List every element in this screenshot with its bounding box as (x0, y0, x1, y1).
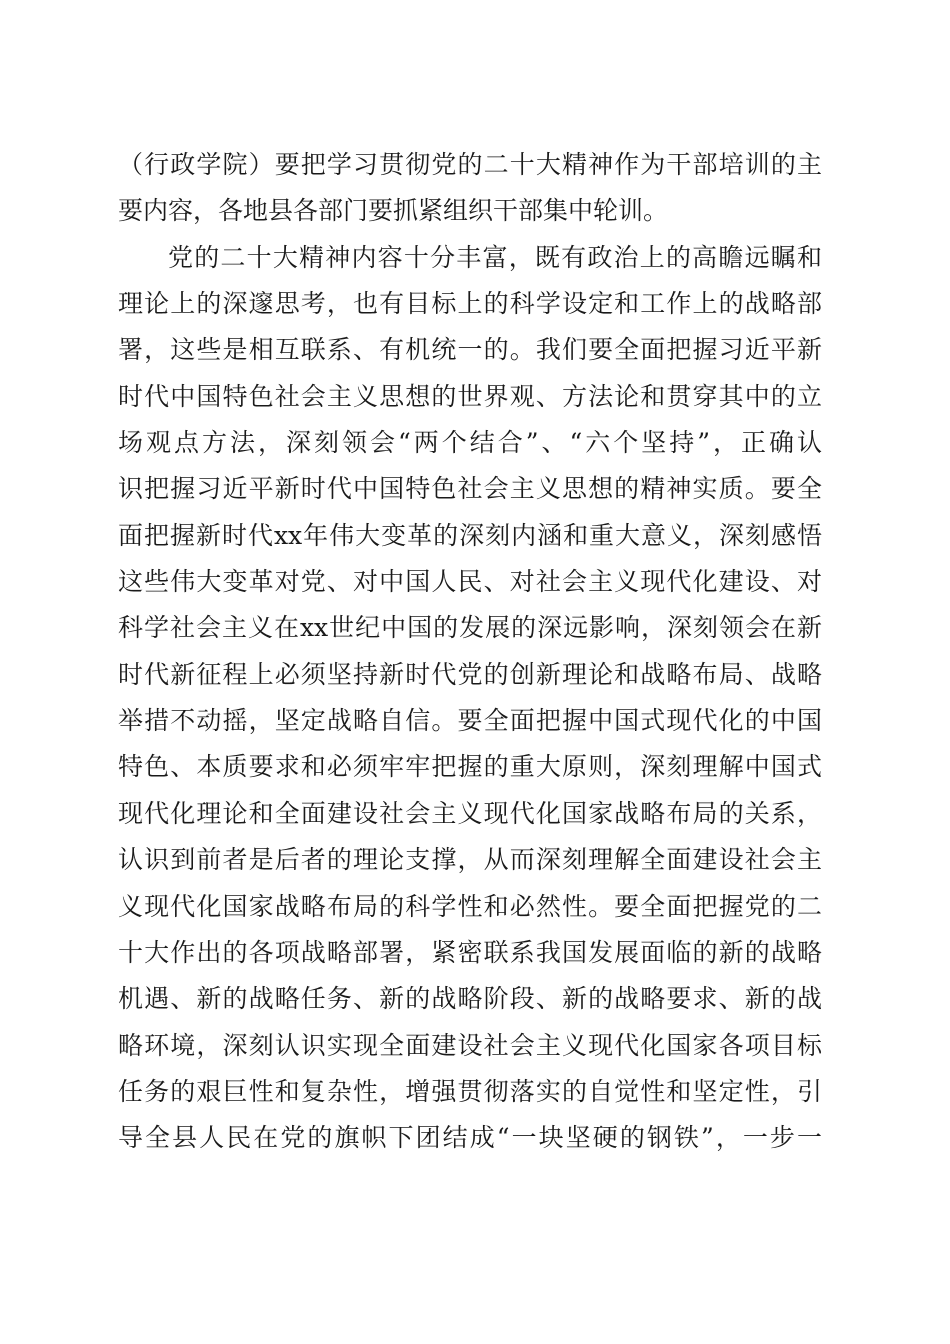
text-line: 现代化理论和全面建设社会主义现代化国家战略布局的关系， (118, 798, 822, 828)
text-line: 时代中国特色社会主义思想的世界观、方法论和贯穿其中的立 (118, 381, 822, 411)
text-line: 要内容，各地县各部门要抓紧组织干部集中轮训。 (118, 196, 669, 226)
text-line: 场观点方法，深刻领会“两个结合”、“六个坚持”，正确认 (118, 428, 822, 458)
text-line: 这些伟大变革对党、对中国人民、对社会主义现代化建设、对 (118, 567, 822, 597)
text-line: 十大作出的各项战略部署，紧密联系我国发展面临的新的战略 (118, 937, 822, 967)
text-line: 时代新征程上必须坚持新时代党的创新理论和战略布局、战略 (118, 659, 822, 689)
text-line: 认识到前者是后者的理论支撑，从而深刻理解全面建设社会主 (118, 845, 822, 875)
paragraph-2 (118, 235, 822, 1162)
text-line: （行政学院）要把学习贯彻党的二十大精神作为干部培训的主 (118, 150, 822, 179)
paragraph-1 (118, 142, 822, 235)
text-line: 举措不动摇，坚定战略自信。要全面把握中国式现代化的中国 (118, 706, 822, 736)
text-line: 署，这些是相互联系、有机统一的。我们要全面把握习近平新 (118, 335, 822, 365)
text-line: 义现代化国家战略布局的科学性和必然性。要全面把握党的二 (118, 891, 822, 921)
text-line: 科学社会主义在xx世纪中国的发展的深远影响，深刻领会在新 (118, 613, 822, 643)
text-line: 导全县人民在党的旗帜下团结成“一块坚硬的钢铁”，一步一 (118, 1123, 822, 1153)
document-body (118, 142, 822, 1162)
text-line: 理论上的深邃思考，也有目标上的科学设定和工作上的战略部 (118, 289, 822, 319)
text-line: 党的二十大精神内容十分丰富，既有政治上的高瞻远瞩和 (168, 242, 822, 272)
text-line: 识把握习近平新时代中国特色社会主义思想的精神实质。要全 (118, 474, 822, 504)
text-line: 机遇、新的战略任务、新的战略阶段、新的战略要求、新的战 (118, 984, 822, 1014)
text-line: 略环境，深刻认识实现全面建设社会主义现代化国家各项目标 (118, 1030, 822, 1060)
text-line: 特色、本质要求和必须牢牢把握的重大原则，深刻理解中国式 (118, 752, 822, 782)
text-line: 任务的艰巨性和复杂性，增强贯彻落实的自觉性和坚定性，引 (118, 1076, 822, 1106)
text-line: 面把握新时代xx年伟大变革的深刻内涵和重大意义，深刻感悟 (118, 520, 822, 550)
